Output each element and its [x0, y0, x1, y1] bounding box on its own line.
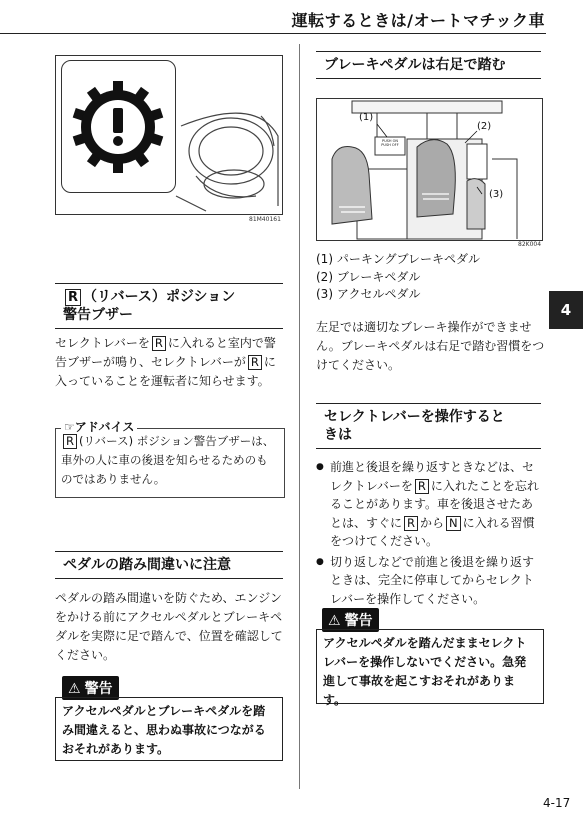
n-position-box: N	[446, 516, 461, 531]
heading-text: （リバース）ポジション	[83, 289, 236, 305]
list-text: から	[420, 515, 445, 530]
callout-2: (2)	[477, 121, 492, 132]
body-text: に入っていることを運転者に知らせます。	[55, 355, 276, 388]
r-position-box: R	[152, 336, 166, 351]
pedal-legend	[316, 251, 541, 304]
warning-triangle-icon: ⚠	[68, 681, 81, 697]
pedal-sticker-text: PUSH ON PUSH OFF	[381, 139, 399, 147]
brake-section-heading: ブレーキペダルは右足で踏む	[316, 51, 541, 79]
pedal-illustration	[317, 99, 542, 240]
heading-text-line2: きは	[324, 427, 352, 443]
list-text: に入れる習慣をつけてください。	[330, 515, 535, 548]
r-position-box: R	[65, 289, 81, 306]
legend-item: (2) ブレーキペダル	[316, 269, 421, 284]
warning-light-callout	[61, 60, 176, 193]
warning-tag-text: 警告	[344, 613, 373, 629]
select-lever-list	[316, 458, 545, 610]
page-number: 4-17	[543, 796, 571, 810]
chapter-tab: 4	[549, 291, 583, 329]
advice-text	[61, 432, 277, 489]
select-lever-warning-box: アクセルペダルを踏んだままセレクトレバーを操作しないでください。急発進して事故を起こすおそれがあります。	[316, 629, 544, 704]
legend-item: (3) アクセルペダル	[316, 287, 421, 301]
list-text: に入れたことを忘れることがあります。車を後退させたあとは、すぐに	[330, 478, 539, 530]
list-text: 前進と後退を繰り返すときなどは、セレクトレバーを	[330, 460, 535, 493]
page-header-title: 運転するときは/オートマチック車	[291, 11, 545, 30]
reverse-section-body	[55, 334, 283, 391]
pedal-figure	[316, 98, 543, 241]
gear-warning-icon	[62, 61, 175, 192]
heading-text-line2: 警告ブザー	[63, 307, 133, 323]
body-text: セレクトレバーを	[55, 336, 150, 350]
column-divider	[299, 44, 300, 789]
pedal-mistake-heading: ペダルの踏み間違いに注意	[55, 551, 283, 579]
callout-1: (1)	[359, 112, 374, 123]
pedal-warning-box: アクセルペダルとブレーキペダルを踏み間違えると、思わぬ事故につながるおそれがあります。	[55, 697, 283, 761]
r-position-box: R	[404, 516, 418, 531]
brake-section-body: 左足では適切なブレーキ操作ができません。ブレーキペダルは右足で踏む習慣をつけてください。	[316, 320, 545, 372]
pedal-mistake-body: ペダルの踏み間違いを防ぐため、エンジンをかける前にアクセルペダルとブレーキペダルを実際に足で踏んで、位置を確認してください。	[55, 591, 283, 662]
pointing-hand-icon: ☞	[64, 420, 75, 434]
list-item	[316, 458, 545, 551]
warning-triangle-icon: ⚠	[328, 613, 341, 629]
advice-label-text: アドバイス	[74, 420, 135, 434]
callout-3: (3)	[489, 189, 504, 200]
figure2-code: 82K004	[518, 241, 542, 248]
r-position-box: R	[63, 434, 77, 449]
heading-text: セレクトレバーを操作すると	[324, 409, 505, 425]
figure1-code: 81M40161	[249, 216, 281, 223]
select-lever-heading	[316, 403, 541, 449]
warning-tag-text: 警告	[84, 681, 113, 697]
r-position-box: R	[415, 479, 429, 494]
list-item: ● 切り返しなどで前進と後退を繰り返すときは、完全に停車してからセレクトレバーを操作してください。	[316, 553, 545, 609]
legend-item: (1) パーキングブレーキペダル	[316, 252, 480, 266]
header-rule	[0, 33, 546, 34]
r-position-box: R	[248, 355, 262, 370]
reverse-section-heading	[55, 283, 283, 329]
advice-body: (リバース) ポジション警告ブザーは、車外の人に車の後退を知らせるためのものではありません。	[61, 434, 275, 486]
body-text: に入れると室内で警告ブザーが鳴り、セレクトレバーが	[55, 336, 276, 369]
